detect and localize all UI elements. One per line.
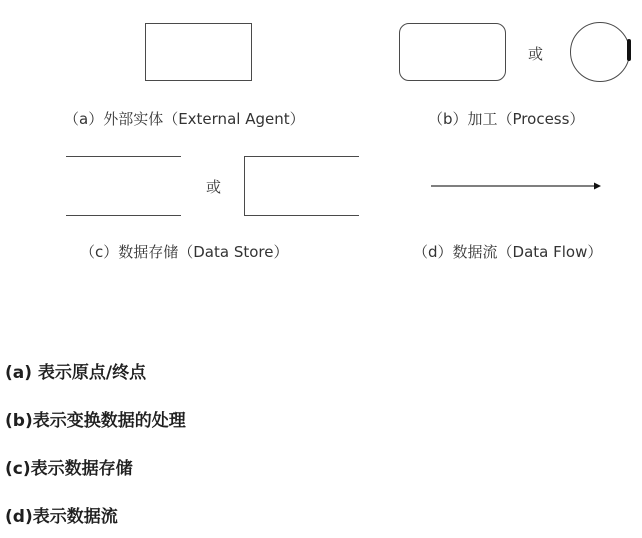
data-store-open-box-bottom xyxy=(244,215,359,216)
external-agent-rectangle xyxy=(145,23,252,81)
description-external-agent: (a) 表示原点/终点 xyxy=(5,363,147,383)
description-data-store: (c)表示数据存储 xyxy=(5,459,133,479)
data-store-open-box-top xyxy=(244,156,359,157)
data-store-open-box-left xyxy=(244,156,245,216)
caption-external-agent: （a）外部实体（External Agent） xyxy=(64,110,305,128)
caption-process: （b）加工（Process） xyxy=(428,110,585,128)
data-flow-arrow xyxy=(430,180,602,192)
or-label-data-store: 或 xyxy=(206,178,222,196)
or-label-process: 或 xyxy=(528,45,544,63)
data-store-top-line xyxy=(66,156,181,157)
caption-data-flow: （d）数据流（Data Flow） xyxy=(413,243,603,261)
process-circle-accent xyxy=(627,39,631,61)
data-store-bottom-line xyxy=(66,215,181,216)
process-circle xyxy=(570,22,630,82)
process-rounded-rectangle xyxy=(399,23,506,81)
caption-data-store: （c）数据存储（Data Store） xyxy=(80,243,289,261)
description-data-flow: (d)表示数据流 xyxy=(5,507,118,527)
description-process: (b)表示变换数据的处理 xyxy=(5,411,186,431)
